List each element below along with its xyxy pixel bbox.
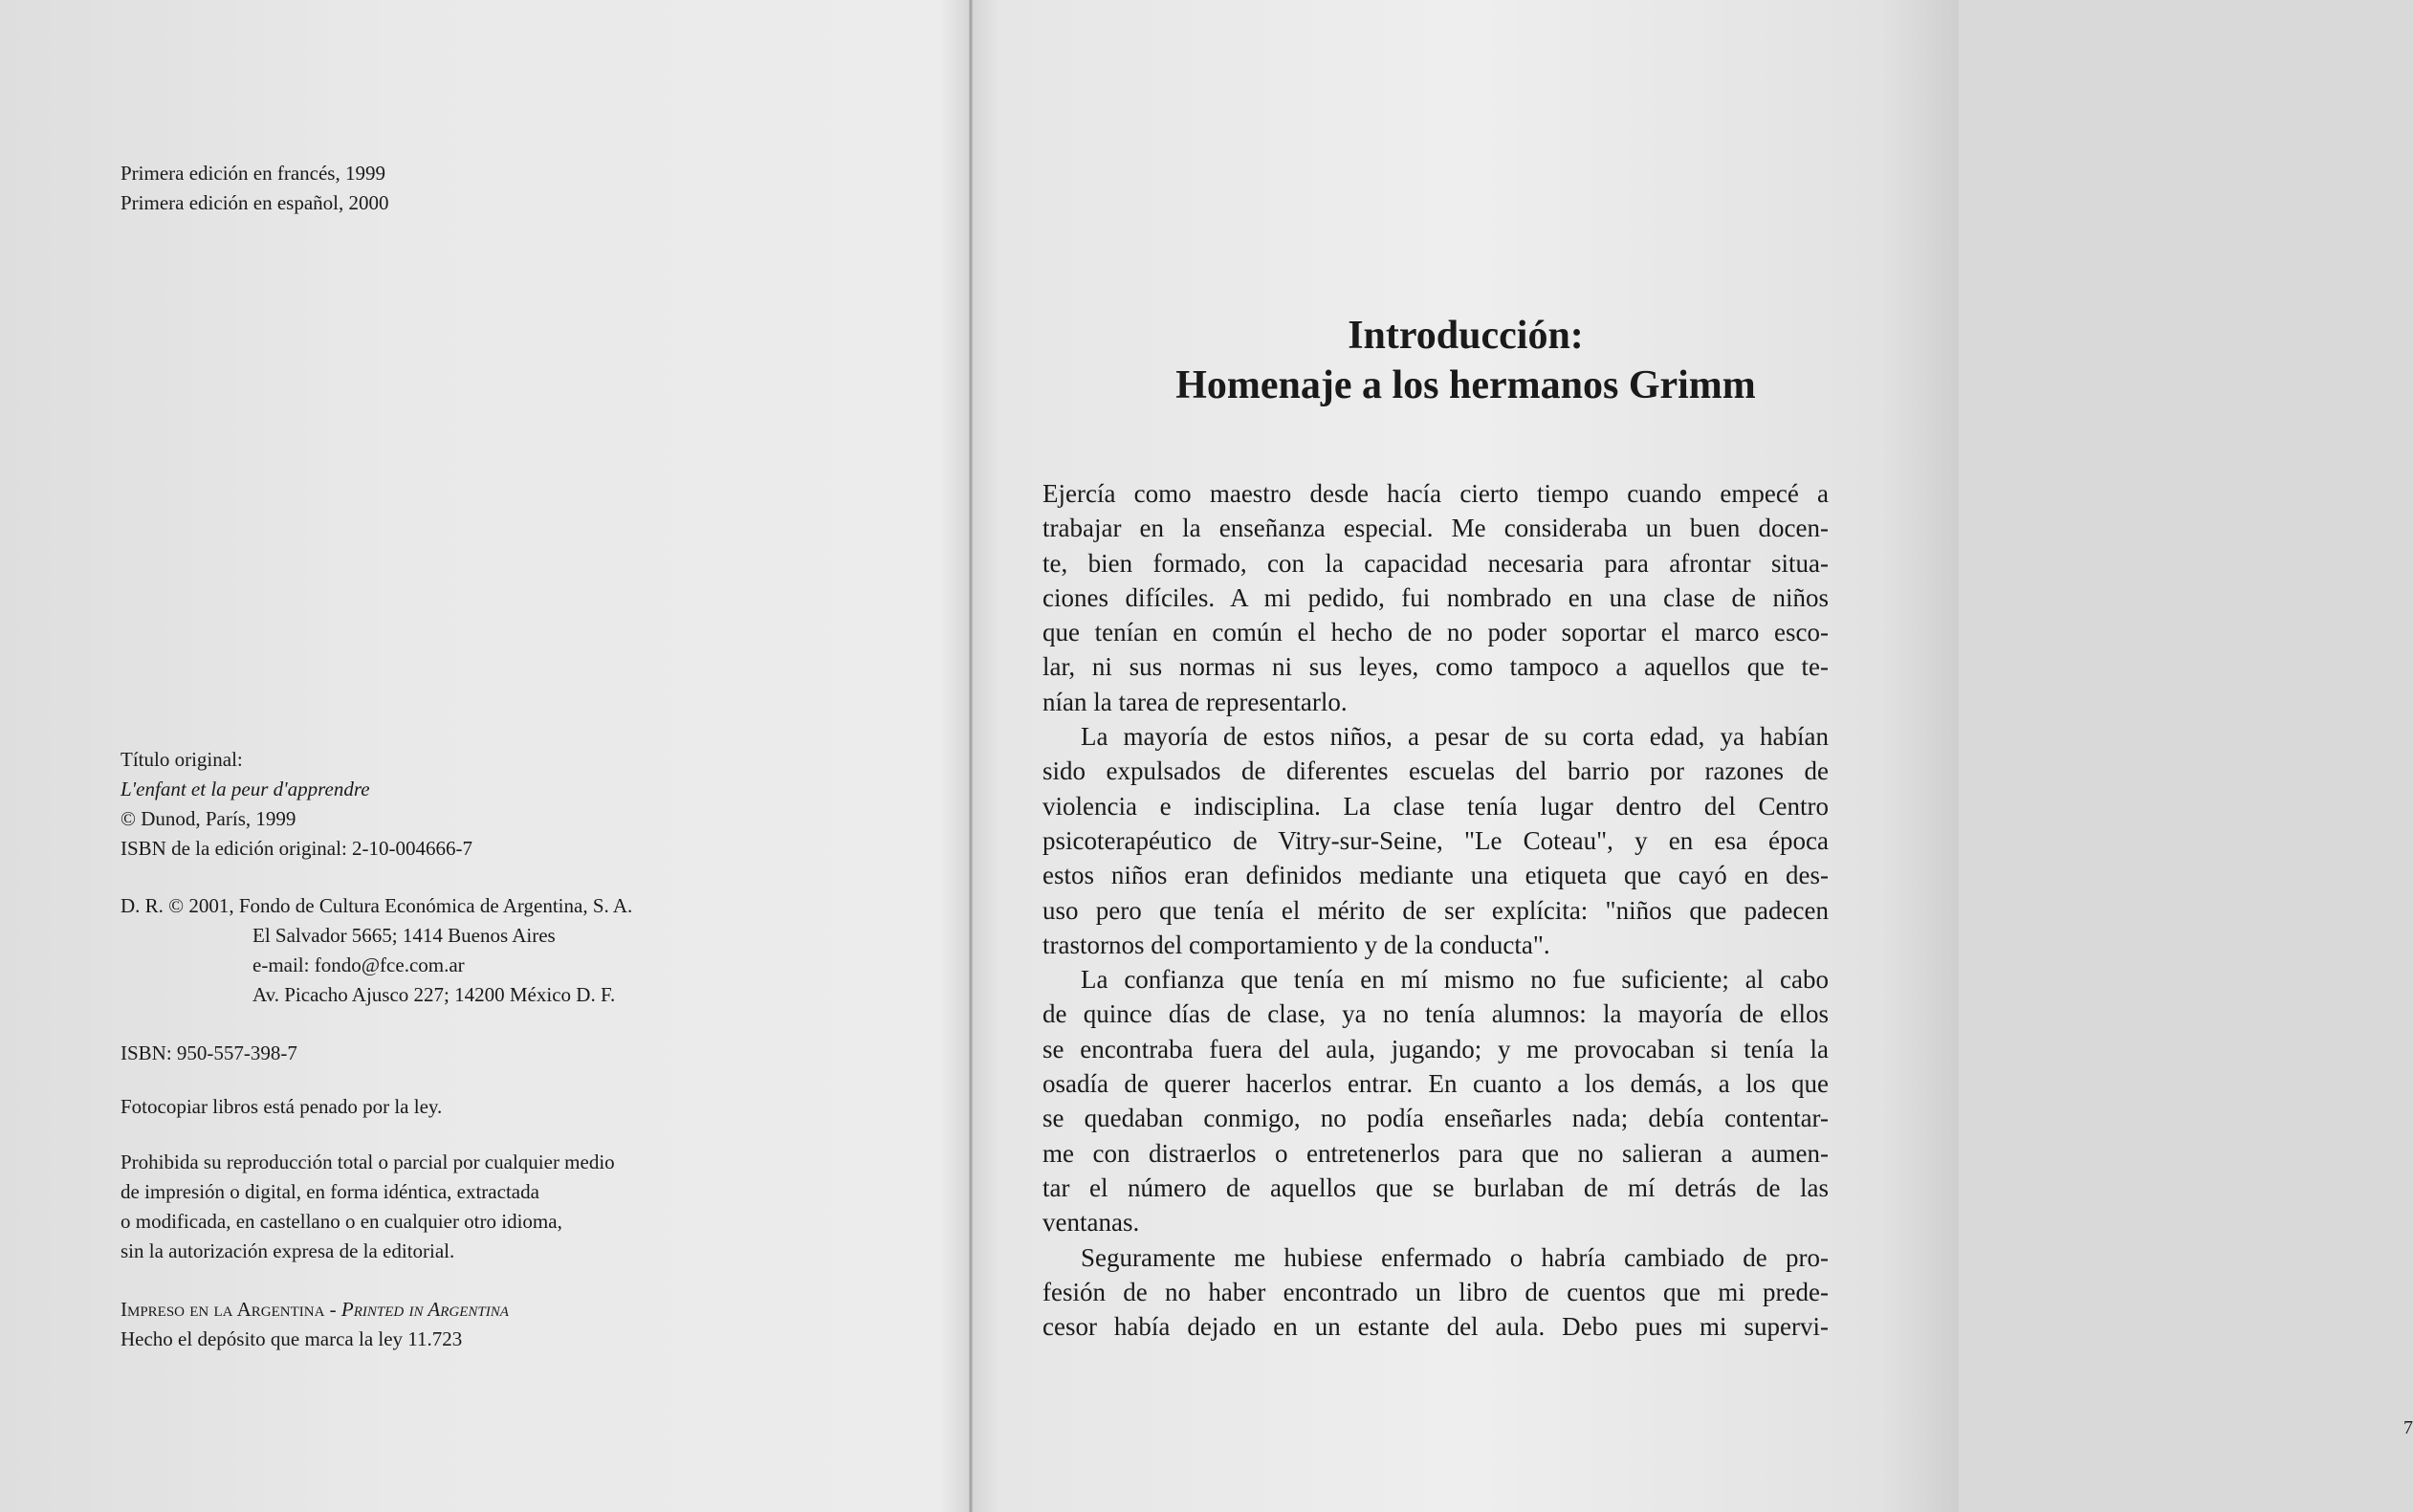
- dunod-copyright: © Dunod, París, 1999: [121, 807, 296, 830]
- body-line: fesión de no haber encontrado un libro de cuentos que mi prede-: [1042, 1277, 1829, 1306]
- printed-separator: -: [324, 1298, 341, 1321]
- body-line: cesor había dejado en un estante del aula. Debo pues mi supervi-: [1042, 1312, 1829, 1342]
- prohibition-line: de impresión o digital, en forma idéntica, extractada: [121, 1180, 539, 1203]
- body-line: Seguramente me hubiese enfermado o habría cambiado de pro-: [1081, 1242, 1829, 1272]
- body-line: ventanas.: [1042, 1208, 1140, 1238]
- prohibition-line: o modificada, en castellano o en cualquier otro idioma,: [121, 1210, 562, 1233]
- body-line: lar, ni sus normas ni sus leyes, como tampoco a aquellos que te-: [1042, 652, 1829, 682]
- rights-holder: D. R. © 2001, Fondo de Cultura Económica de Argentina, S. A.: [121, 894, 633, 917]
- body-line: te, bien formado, con la capacidad necesaria para afrontar situa-: [1042, 548, 1829, 578]
- body-line: se encontraba fuera del aula, jugando; y me provocaban si tenía la: [1042, 1034, 1829, 1063]
- body-line: osadía de querer hacerlos entrar. En cuanto a los demás, a los que: [1042, 1069, 1829, 1099]
- edition-notes: [121, 159, 389, 218]
- body-line: uso pero que tenía el mérito de ser explícita: "niños que padecen: [1042, 895, 1829, 925]
- isbn: ISBN: 950-557-398-7: [121, 1041, 297, 1064]
- body-line: La mayoría de estos niños, a pesar de su corta edad, ya habían: [1081, 722, 1829, 752]
- prohibition-notice: [121, 1148, 615, 1266]
- body-line: Ejercía como maestro desde hacía cierto tiempo cuando empecé a: [1042, 479, 1829, 508]
- chapter-body: [1042, 476, 1829, 1344]
- isbn-original: ISBN de la edición original: 2-10-004666-7: [121, 837, 473, 860]
- rights-address-ar: El Salvador 5665; 1414 Buenos Aires: [252, 924, 556, 947]
- body-line: ciones difíciles. A mi pedido, fui nombrado en una clase de niños: [1042, 582, 1829, 612]
- edition-french: Primera edición en francés, 1999: [121, 162, 385, 185]
- body-line: nían la tarea de representarlo.: [1042, 687, 1348, 716]
- body-line: sido expulsados de diferentes escuelas del barrio por razones de: [1042, 756, 1829, 786]
- body-line: se quedaban conmigo, no podía enseñarles nada; debía contentar-: [1042, 1104, 1829, 1133]
- rights-email: e-mail: fondo@fce.com.ar: [252, 953, 465, 976]
- original-title: L'enfant et la peur d'apprendre: [121, 778, 370, 800]
- body-line: que tenían en común el hecho de no poder soportar el marco esco-: [1042, 618, 1829, 647]
- prohibition-line: Prohibida su reproducción total o parcial por cualquier medio: [121, 1150, 615, 1173]
- prohibition-line: sin la autorización expresa de la editorial.: [121, 1239, 455, 1262]
- printed-in-es: Impreso en la Argentina: [121, 1298, 325, 1321]
- printed-in: [121, 1295, 509, 1325]
- printing-info: [121, 1295, 509, 1354]
- body-line: trabajar en la enseñanza especial. Me consideraba un buen docen-: [1042, 514, 1829, 543]
- edition-spanish: Primera edición en español, 2000: [121, 191, 389, 214]
- body-line: psicoterapéutico de Vitry-sur-Seine, "Le Coteau", y en esa época: [1042, 825, 1829, 855]
- printed-in-en: Printed in Argentina: [340, 1298, 509, 1321]
- legal-deposit: Hecho el depósito que marca la ley 11.723: [121, 1327, 463, 1350]
- body-line: estos niños eran definidos mediante una etiqueta que cayó en des-: [1042, 861, 1829, 890]
- rights-block: [121, 891, 632, 1010]
- body-line: violencia e indisciplina. La clase tenía lugar dentro del Centro: [1042, 791, 1829, 821]
- body-line: tar el número de aquellos que se burlaban de mí detrás de las: [1042, 1172, 1829, 1202]
- original-title-block: [121, 745, 472, 864]
- rights-address-mx: Av. Picacho Ajusco 227; 14200 México D. F.: [252, 983, 616, 1006]
- body-line: de quince días de clase, ya no tenía alumnos: la mayoría de ellos: [1042, 999, 1829, 1029]
- chapter-title: [973, 311, 1959, 410]
- body-line: me con distraerlos o entretenerlos para que no salieran a aumen-: [1042, 1138, 1829, 1168]
- chapter-title-line1: Introducción:: [1348, 314, 1584, 358]
- photocopy-notice: Fotocopiar libros está penado por la ley.: [121, 1095, 443, 1118]
- chapter-title-line2: Homenaje a los hermanos Grimm: [1175, 363, 1756, 407]
- original-title-label: Título original:: [121, 748, 243, 771]
- page-number: 7: [2403, 1417, 2413, 1438]
- body-line: trastornos del comportamiento y de la conducta".: [1042, 930, 1550, 959]
- body-line: La confianza que tenía en mí mismo no fue suficiente; al cabo: [1081, 965, 1829, 995]
- left-page: [0, 0, 969, 1512]
